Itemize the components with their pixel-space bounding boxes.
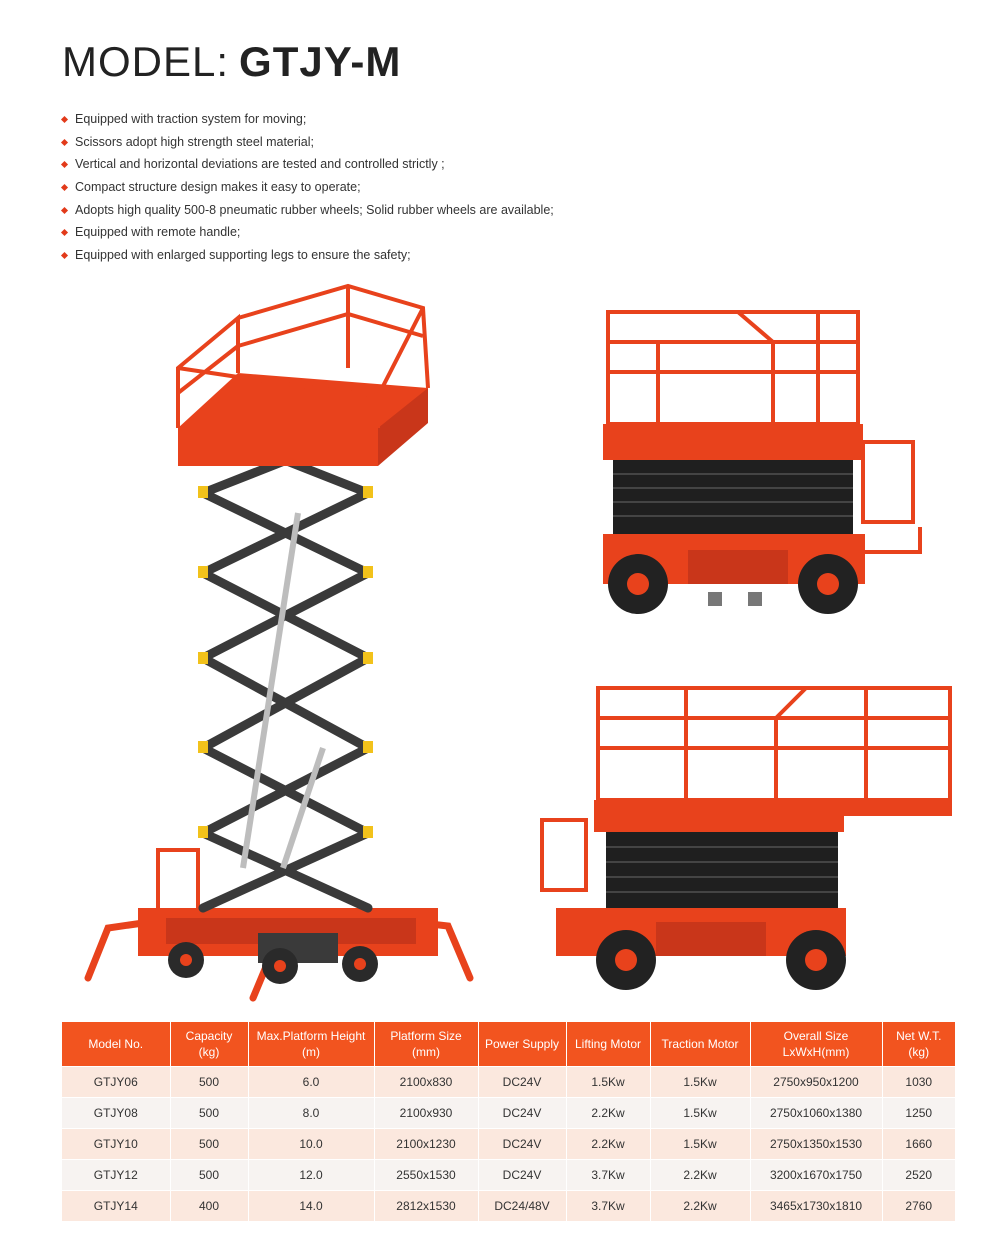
diamond-bullet-icon xyxy=(61,252,68,259)
table-cell: 1.5Kw xyxy=(566,1066,650,1097)
feature-text: Vertical and horizontal deviations are tested and controlled strictly ; xyxy=(75,157,445,172)
table-cell: 2550x1530 xyxy=(374,1159,478,1190)
table-cell: 500 xyxy=(170,1159,248,1190)
table-cell: 8.0 xyxy=(248,1097,374,1128)
title-prefix: MODEL: xyxy=(62,38,230,85)
table-cell: GTJY08 xyxy=(62,1097,170,1128)
column-header: Max.Platform Height (m) xyxy=(248,1022,374,1066)
feature-item xyxy=(62,153,554,176)
feature-item xyxy=(62,131,554,154)
column-header: Lifting Motor xyxy=(566,1022,650,1066)
table-cell: DC24V xyxy=(478,1159,566,1190)
table-row xyxy=(62,1128,955,1159)
feature-text: Equipped with remote handle; xyxy=(75,225,241,240)
extended-deck-lift-photo xyxy=(536,682,956,1000)
table-cell: 3200x1670x1750 xyxy=(750,1159,882,1190)
diamond-bullet-icon xyxy=(61,116,68,123)
feature-text: Scissors adopt high strength steel material; xyxy=(75,134,315,149)
page-title xyxy=(62,38,401,86)
table-cell: 2.2Kw xyxy=(650,1159,750,1190)
feature-text: Equipped with enlarged supporting legs to ensure the safety; xyxy=(75,248,411,263)
column-header: Capacity (kg) xyxy=(170,1022,248,1066)
table-cell: 2.2Kw xyxy=(566,1128,650,1159)
raised-scissor-lift-photo xyxy=(78,278,478,1010)
table-cell: GTJY06 xyxy=(62,1066,170,1097)
lowered-lift-side-photo xyxy=(598,302,928,620)
table-row xyxy=(62,1097,955,1128)
feature-item xyxy=(62,199,554,222)
diamond-bullet-icon xyxy=(61,161,68,168)
table-cell: 2100x830 xyxy=(374,1066,478,1097)
table-row xyxy=(62,1190,955,1221)
table-cell: 1660 xyxy=(882,1128,955,1159)
table-cell: GTJY12 xyxy=(62,1159,170,1190)
table-cell: GTJY14 xyxy=(62,1190,170,1221)
table-cell: 2100x930 xyxy=(374,1097,478,1128)
table-cell: 10.0 xyxy=(248,1128,374,1159)
table-cell: 2760 xyxy=(882,1190,955,1221)
column-header: Traction Motor xyxy=(650,1022,750,1066)
table-cell: 500 xyxy=(170,1097,248,1128)
table-cell: 3.7Kw xyxy=(566,1190,650,1221)
column-header: Power Supply xyxy=(478,1022,566,1066)
table-cell: 400 xyxy=(170,1190,248,1221)
table-header-row xyxy=(62,1022,955,1066)
table-cell: 2.2Kw xyxy=(566,1097,650,1128)
diamond-bullet-icon xyxy=(61,138,68,145)
table-cell: 2520 xyxy=(882,1159,955,1190)
table-cell: GTJY10 xyxy=(62,1128,170,1159)
table-row xyxy=(62,1159,955,1190)
table-cell: 3.7Kw xyxy=(566,1159,650,1190)
table-row xyxy=(62,1066,955,1097)
table-cell: 2100x1230 xyxy=(374,1128,478,1159)
feature-item xyxy=(62,176,554,199)
diamond-bullet-icon xyxy=(61,184,68,191)
column-header: Overall Size LxWxH(mm) xyxy=(750,1022,882,1066)
table-cell: 2812x1530 xyxy=(374,1190,478,1221)
column-header: Net W.T. (kg) xyxy=(882,1022,955,1066)
table-cell: 6.0 xyxy=(248,1066,374,1097)
feature-text: Equipped with traction system for moving; xyxy=(75,112,307,126)
table-cell: 500 xyxy=(170,1128,248,1159)
table-cell: 2750x1060x1380 xyxy=(750,1097,882,1128)
table-cell: 2.2Kw xyxy=(650,1190,750,1221)
table-cell: DC24V xyxy=(478,1097,566,1128)
feature-text: Compact structure design makes it easy to operate; xyxy=(75,180,361,195)
table-cell: DC24V xyxy=(478,1066,566,1097)
table-cell: 1.5Kw xyxy=(650,1128,750,1159)
table-cell: 1030 xyxy=(882,1066,955,1097)
feature-item xyxy=(62,108,554,131)
title-model: GTJY-M xyxy=(239,38,402,85)
table-cell: DC24V xyxy=(478,1128,566,1159)
column-header: Platform Size (mm) xyxy=(374,1022,478,1066)
table-cell: DC24/48V xyxy=(478,1190,566,1221)
table-cell: 2750x950x1200 xyxy=(750,1066,882,1097)
spec-table xyxy=(62,1022,955,1221)
column-header: Model No. xyxy=(62,1022,170,1066)
table-cell: 2750x1350x1530 xyxy=(750,1128,882,1159)
table-cell: 500 xyxy=(170,1066,248,1097)
feature-item xyxy=(62,221,554,244)
feature-item xyxy=(62,244,554,267)
table-cell: 14.0 xyxy=(248,1190,374,1221)
table-cell: 1250 xyxy=(882,1097,955,1128)
feature-text: Adopts high quality 500-8 pneumatic rubber wheels; Solid rubber wheels are available; xyxy=(75,202,554,217)
diamond-bullet-icon xyxy=(61,207,68,214)
table-cell: 12.0 xyxy=(248,1159,374,1190)
table-cell: 1.5Kw xyxy=(650,1097,750,1128)
diamond-bullet-icon xyxy=(61,229,68,236)
table-cell: 3465x1730x1810 xyxy=(750,1190,882,1221)
table-cell: 1.5Kw xyxy=(650,1066,750,1097)
feature-list xyxy=(62,108,554,267)
